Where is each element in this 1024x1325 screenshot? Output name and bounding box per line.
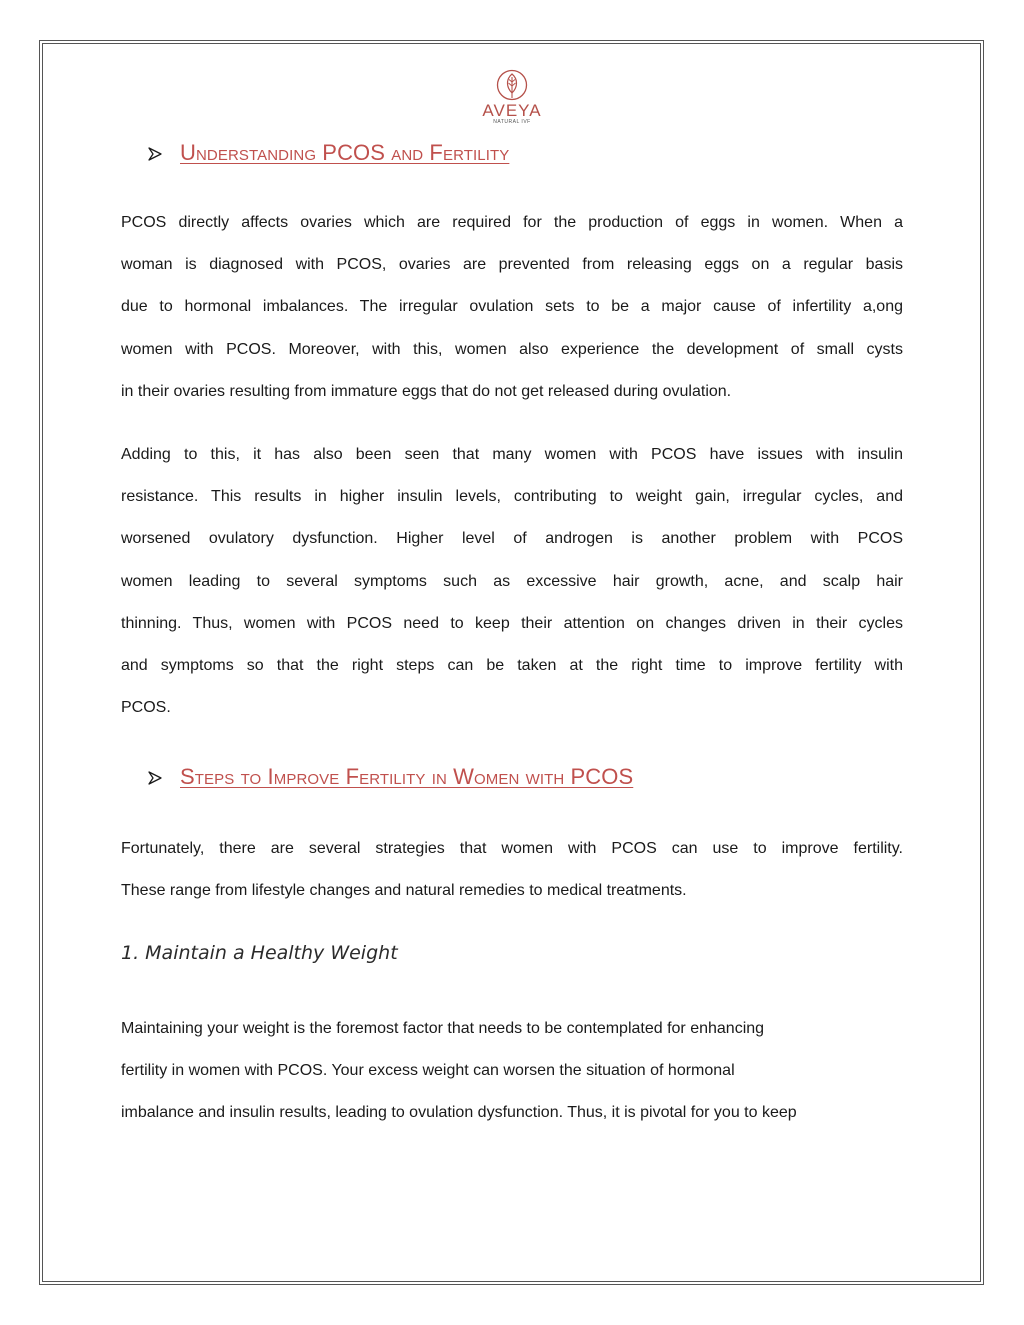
logo-brand-name: AVEYA — [482, 101, 542, 120]
text-line: PCOS directly affects ovaries which are required for the production of eggs in women. When a — [121, 214, 903, 231]
text-line: women leading to several symptoms such as excessive hair growth, acne, and scalp hair — [121, 572, 903, 590]
subheading-healthy-weight: 1. Maintain a Healthy Weight — [121, 942, 398, 964]
text-line: Fortunately, there are several strategies that women with PCOS can use to improve fertility. — [121, 840, 903, 857]
text-line: worsened ovulatory dysfunction. Higher level of androgen is another problem with PCOS — [121, 530, 903, 548]
text-line: thinning. Thus, women with PCOS need to keep their attention on changes driven in their cycles — [121, 614, 903, 632]
brand-logo — [470, 68, 554, 132]
paragraph-pcos-ovaries — [121, 202, 903, 413]
text-line: imbalance and insulin results, leading to ovulation dysfunction. Thus, it is pivotal for you to keep — [121, 1104, 797, 1122]
text-line: fertility in women with PCOS. Your excess weight can worsen the situation of hormonal — [121, 1062, 735, 1080]
arrow-bullet-icon — [148, 147, 162, 161]
leaf-emblem-icon — [495, 68, 529, 102]
section-heading-steps — [148, 764, 633, 792]
paragraph-insulin-resistance — [121, 434, 903, 729]
logo-tagline: NATURAL IVF — [493, 119, 531, 125]
text-line: Maintaining your weight is the foremost factor that needs to be contemplated for enhancing — [121, 1020, 765, 1037]
text-line: resistance. This results in higher insulin levels, contributing to weight gain, irregular cycles, and — [121, 488, 903, 506]
paragraph-maintain-weight — [121, 1008, 903, 1135]
text-line: and symptoms so that the right steps can be taken at the right time to improve fertility with — [121, 657, 903, 675]
section-heading-understanding — [148, 140, 509, 168]
section-heading-text: Steps to Improve Fertility in Women with PCOS — [180, 764, 634, 789]
text-line: These range from lifestyle changes and natural remedies to medical treatments. — [121, 882, 687, 900]
text-line: Adding to this, it has also been seen that many women with PCOS have issues with insulin — [121, 446, 903, 463]
text-line: in their ovaries resulting from immature eggs that do not get released during ovulation. — [121, 382, 732, 400]
text-line: woman is diagnosed with PCOS, ovaries are prevented from releasing eggs on a regular basis — [121, 256, 903, 274]
paragraph-strategies — [121, 828, 903, 912]
arrow-bullet-icon — [148, 771, 162, 785]
text-line: women with PCOS. Moreover, with this, women also experience the development of small cysts — [121, 340, 903, 358]
text-line: PCOS. — [121, 699, 171, 717]
text-line: due to hormonal imbalances. The irregular ovulation sets to be a major cause of infertility a,ong — [121, 298, 903, 316]
section-heading-text: Understanding PCOS and Fertility — [180, 140, 510, 165]
